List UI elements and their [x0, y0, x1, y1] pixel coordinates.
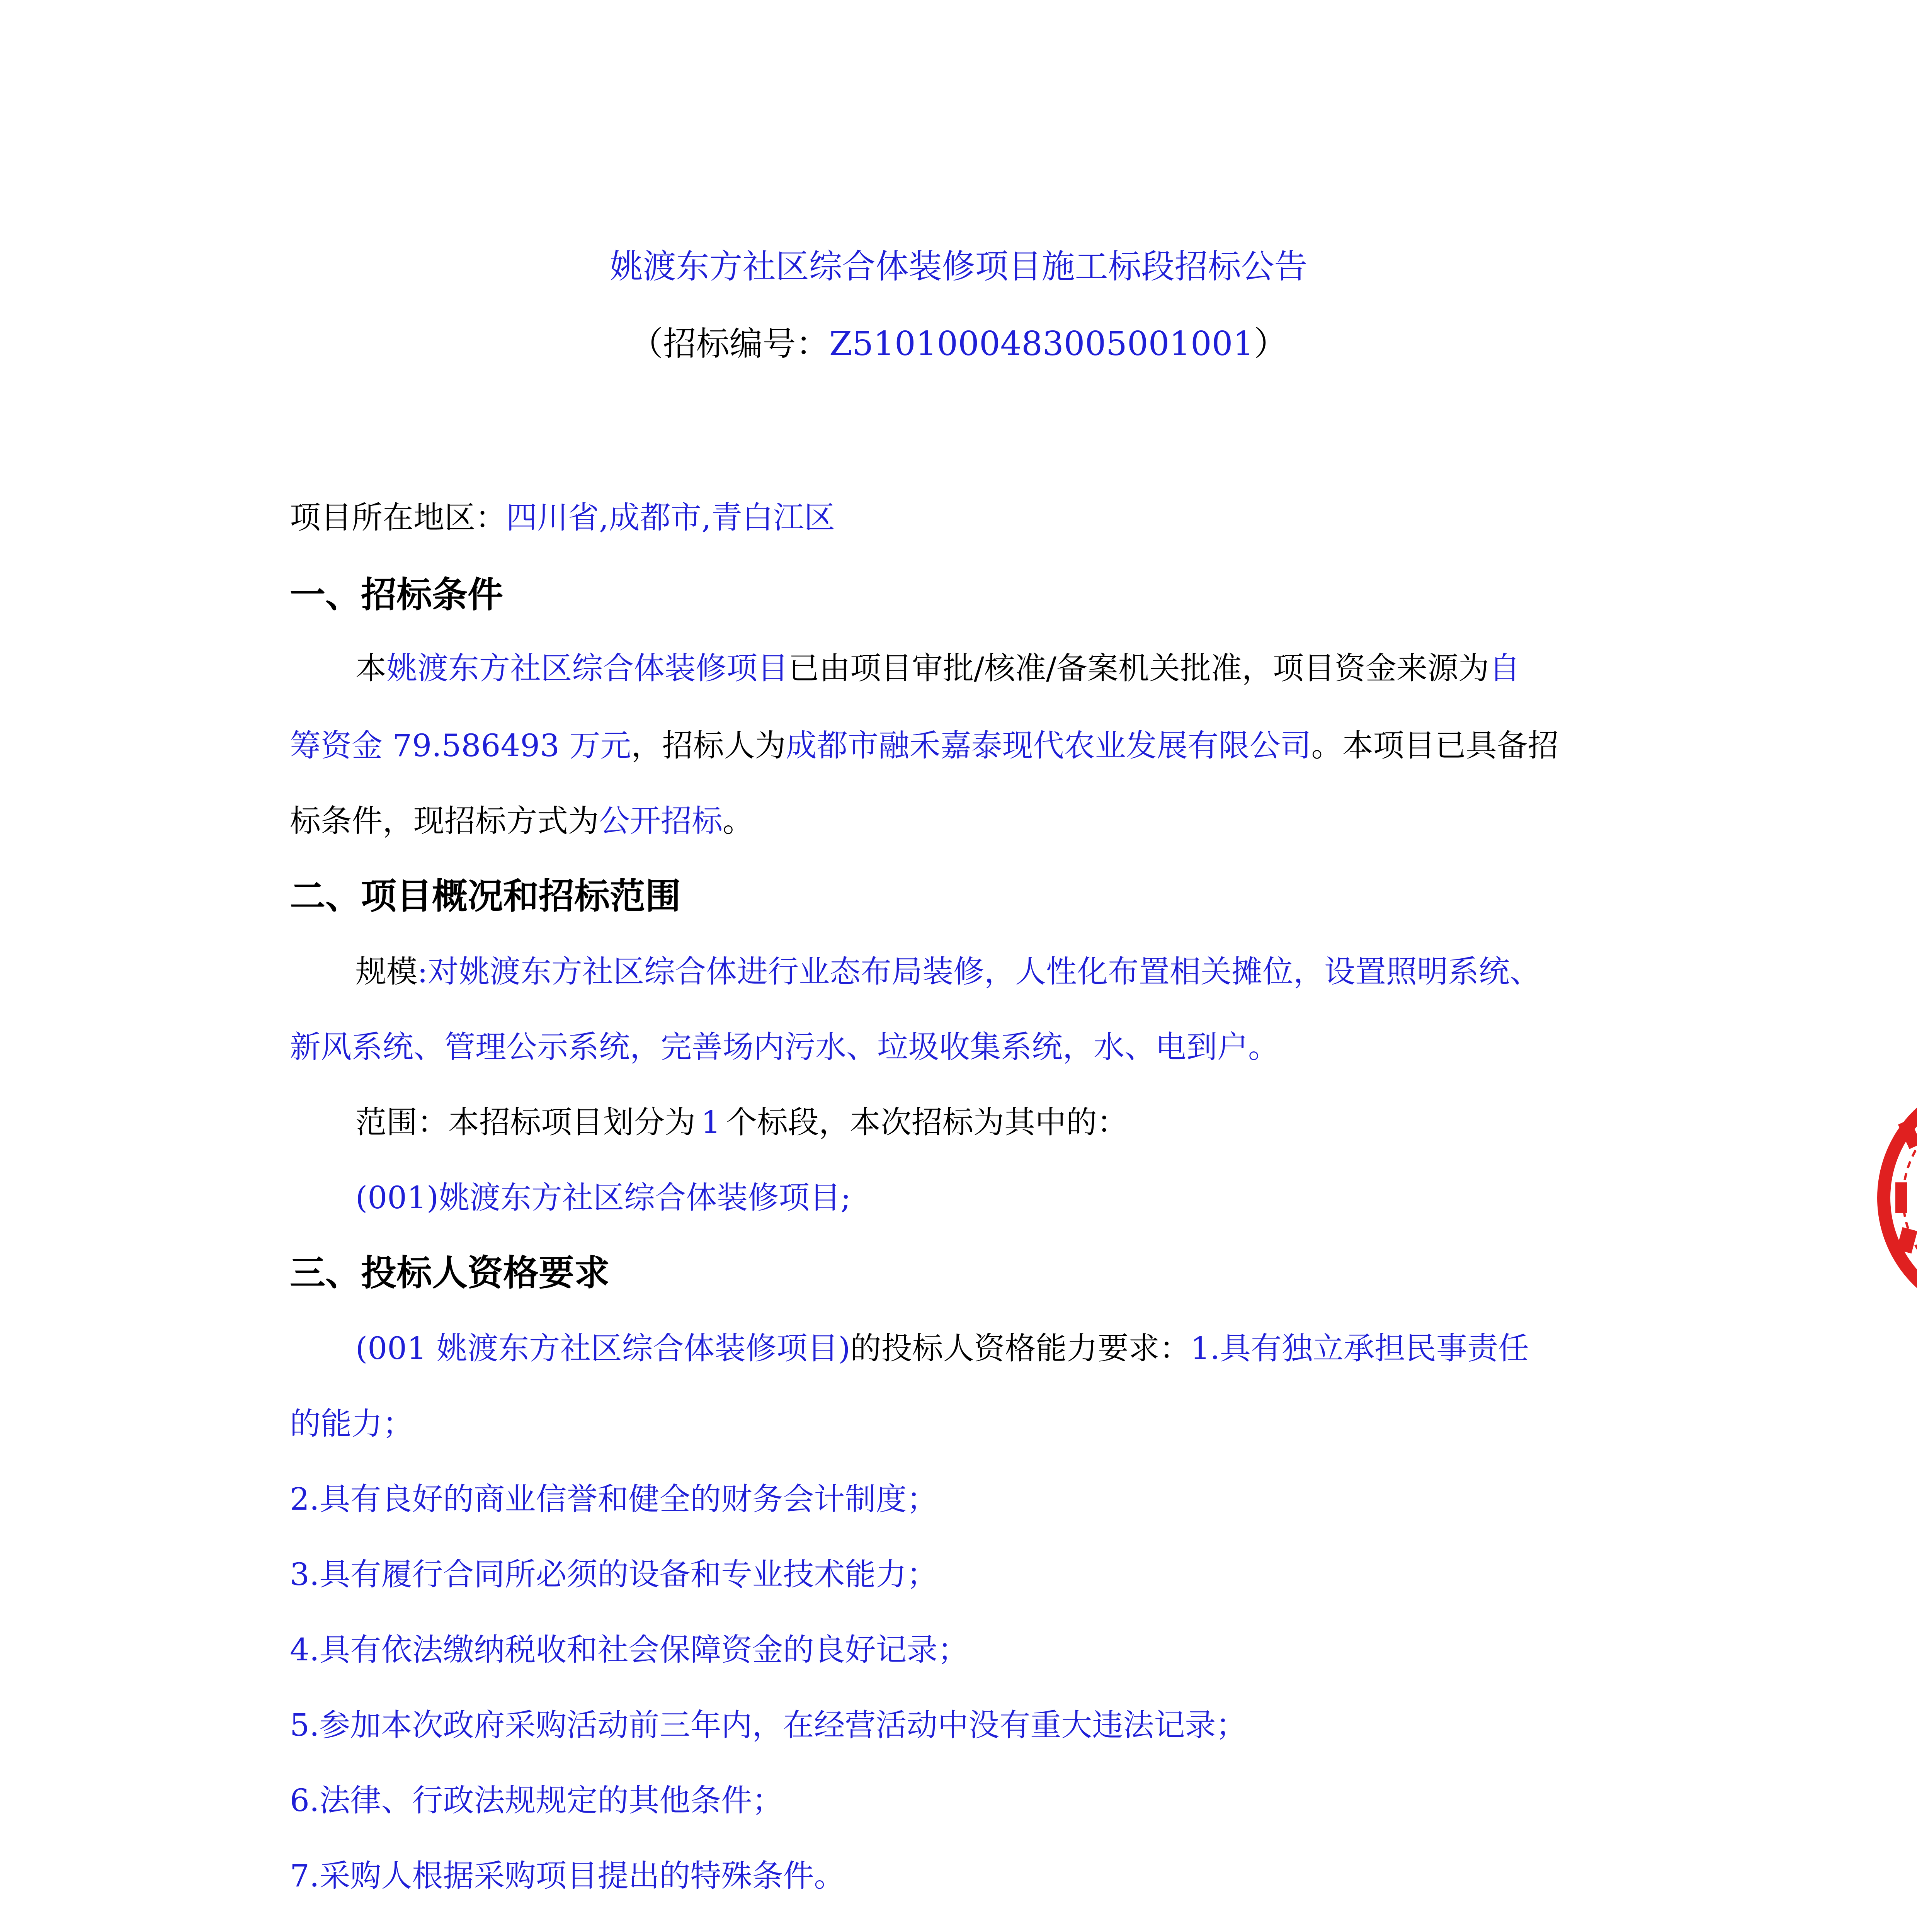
tender-number-open: （招标编号：: [629, 325, 829, 363]
s3-item-5: 5.参加本次政府采购活动前三年内，在经营活动中没有重大违法记录；: [290, 1707, 1247, 1743]
s2-range-text: 个标段，本次招标为其中的：: [726, 1104, 1128, 1140]
s3-item-3: 3.具有履行合同所必须的设备和专业技术能力；: [290, 1556, 938, 1592]
s1-line-2: [290, 726, 1623, 765]
s2-scale-line-2: 新风系统、管理公示系统，完善场内污水、垃圾收集系统，水、电到户。: [290, 1029, 1279, 1065]
section-heading-3: 三、投标人资格要求: [290, 1252, 610, 1294]
s2-scale-text: :对姚渡东方社区综合体进行业态布局装修，人性化布置相关摊位，设置照明系统、: [417, 954, 1541, 990]
s1-text: 标条件，现招标方式为: [290, 803, 599, 839]
location-value: 四川省,成都市,青白江区: [506, 500, 835, 536]
s1-text: 已由项目审批/核准/备案机关批准，项目资金来源为: [788, 650, 1489, 686]
s1-text: 本: [356, 650, 386, 686]
tender-number-close: ）: [1254, 325, 1288, 363]
s1-line-1: [356, 649, 1623, 688]
s1-tender-method: 公开招标: [599, 803, 723, 839]
section-heading-1: 一、招标条件: [290, 574, 503, 616]
s2-lot-count: 1: [701, 1104, 721, 1140]
s2-lot-item: (001)姚渡东方社区综合体装修项目;: [356, 1180, 851, 1216]
s3-lot-name: (001 姚渡东方社区综合体装修项目): [356, 1330, 850, 1366]
s1-fund-source: 自: [1489, 650, 1520, 686]
s3-item-4: 4.具有依法缴纳税收和社会保障资金的良好记录；: [290, 1632, 969, 1668]
s1-project-name: 姚渡东方社区综合体装修项目: [386, 650, 788, 686]
s1-tenderer: 成都市融禾嘉泰现代农业发展有限公司: [786, 728, 1311, 764]
section-heading-2: 二、项目概况和招标范围: [290, 876, 681, 917]
s1-text: 。本项目已具备招: [1311, 728, 1559, 764]
page-title: 姚渡东方社区综合体装修项目施工标段招标公告: [609, 247, 1308, 286]
s3-item-6: 6.法律、行政法规规定的其他条件；: [290, 1782, 783, 1818]
tender-number: [0, 325, 1917, 363]
s3-intro-line-2: 的能力；: [290, 1406, 413, 1442]
red-seal-stamp-icon: [1868, 1066, 1917, 1329]
s2-range-text: 范围：本招标项目划分为: [356, 1104, 696, 1140]
s2-scale-label: 规模: [356, 954, 417, 990]
s3-intro-line-1: [356, 1329, 1623, 1368]
s3-text: 的投标人资格能力要求：: [850, 1330, 1191, 1366]
s2-range: [356, 1103, 1623, 1142]
s2-scale-line-1: [356, 952, 1623, 991]
location-label: 项目所在地区：: [290, 500, 506, 536]
s3-item-1: 1.具有独立承担民事责任: [1190, 1330, 1529, 1366]
tender-number-value: Z5101000483005001001: [829, 325, 1254, 363]
s1-text: ，招标人为: [631, 728, 786, 764]
s1-text: 。: [723, 803, 754, 839]
s1-line-3: [290, 802, 1623, 840]
s1-fund-amount: 筹资金 79.586493 万元: [290, 728, 631, 764]
s3-item-2: 2.具有良好的商业信誉和健全的财务会计制度；: [290, 1481, 938, 1517]
s3-item-7: 7.采购人根据采购项目提出的特殊条件。: [290, 1858, 845, 1894]
project-location: [290, 498, 1623, 537]
